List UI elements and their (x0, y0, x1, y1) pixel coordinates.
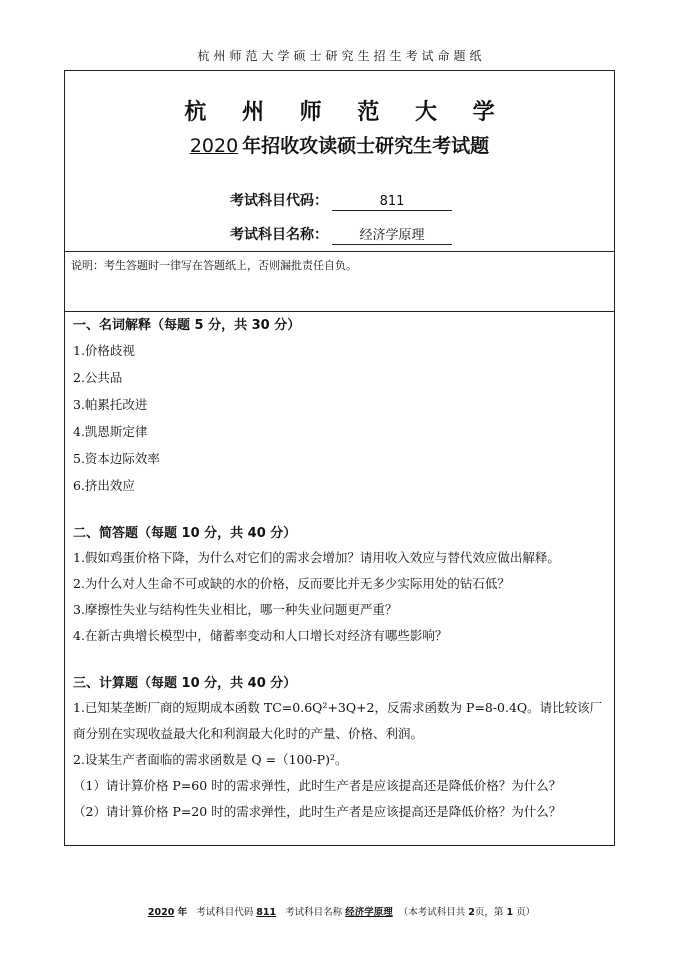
short-answer-item: 2.为什么对人生命不可或缺的水的价格，反而要比并无多少实际用处的钻石低？ (73, 576, 510, 591)
section3-title: 三、计算题（每题 10 分，共 40 分） (73, 676, 297, 691)
term-item: 6.挤出效应 (73, 478, 135, 493)
footer-pages-prefix: （本考试科目共 (398, 907, 469, 918)
footer-pages-suffix: 页） (513, 907, 536, 918)
term-item: 1.价格歧视 (73, 343, 135, 358)
short-answer-item: 1.假如鸡蛋价格下降，为什么对它们的需求会增加？请用收入效应与替代效应做出解释。 (73, 550, 560, 565)
exam-year: 2020 (189, 135, 239, 157)
footer-name: 经济学原理 (345, 907, 393, 918)
footer-year: 2020 (147, 907, 175, 918)
exam-title-text: 年招收攻读硕士研究生考试题 (242, 135, 490, 157)
university-name: 杭 州 师 范 大 学 (184, 100, 509, 125)
calc-line: 商分别在实现收益最大化和利润最大化时的产量、价格、利润。 (73, 726, 424, 741)
section2-title: 二、简答题（每题 10 分，共 40 分） (73, 526, 297, 541)
page-header: 杭州师范大学硕士研究生招生考试命题纸 (197, 49, 486, 63)
subject-code-label: 考试科目代码： (230, 193, 328, 209)
short-answer-item: 3.摩擦性失业与结构性失业相比，哪一种失业问题更严重？ (73, 602, 398, 617)
calc-line: （1）请计算价格 P=60 时的需求弹性，此时生产者是应该提高还是降低价格？为什么？ (73, 778, 562, 793)
calc-line: 2.设某生产者面临的需求函数是 Q =（100-P)²。 (73, 752, 348, 767)
subject-code-value: 811 (332, 194, 452, 211)
subject-name-row (230, 224, 452, 245)
subject-name-value: 经济学原理 (332, 224, 452, 245)
term-item: 3.帕累托改进 (73, 397, 148, 412)
subject-code-row (230, 190, 452, 211)
exam-title (65, 131, 614, 158)
exam-sheet (64, 70, 615, 846)
footer-code: 811 (256, 907, 277, 918)
instructions-note: 说明：考生答题时一律写在答题纸上，否则漏批责任自负。 (71, 259, 357, 272)
footer-total-pages: 2 (468, 907, 475, 918)
term-item: 2.公共品 (73, 370, 123, 385)
term-item: 4.凯恩斯定律 (73, 424, 148, 439)
short-answer-item: 4.在新古典增长模型中，储蓄率变动和人口增长对经济有哪些影响？ (73, 628, 448, 643)
calc-line: （2）请计算价格 P=20 时的需求弹性，此时生产者是应该提高还是降低价格？为什么？ (73, 804, 562, 819)
footer-name-label: 考试科目名称 (285, 907, 343, 918)
title-box (65, 71, 614, 252)
footer-year-suffix: 年 (174, 907, 188, 918)
footer-code-label: 考试科目代码 (196, 907, 254, 918)
term-item: 5.资本边际效率 (73, 451, 160, 466)
subject-name-label: 考试科目名称： (230, 227, 328, 243)
calc-line: 1.已知某垄断厂商的短期成本函数 TC=0.6Q²+3Q+2，反需求函数为 P=8-0.4Q。请比较该厂 (73, 700, 603, 715)
section1-title: 一、名词解释（每题 5 分，共 30 分） (73, 318, 301, 333)
questions-content (73, 315, 608, 825)
note-box (65, 251, 614, 312)
footer-pages-mid: 页，第 (474, 907, 507, 918)
footer-page-number: 1 (506, 907, 514, 918)
page-footer (0, 904, 683, 918)
